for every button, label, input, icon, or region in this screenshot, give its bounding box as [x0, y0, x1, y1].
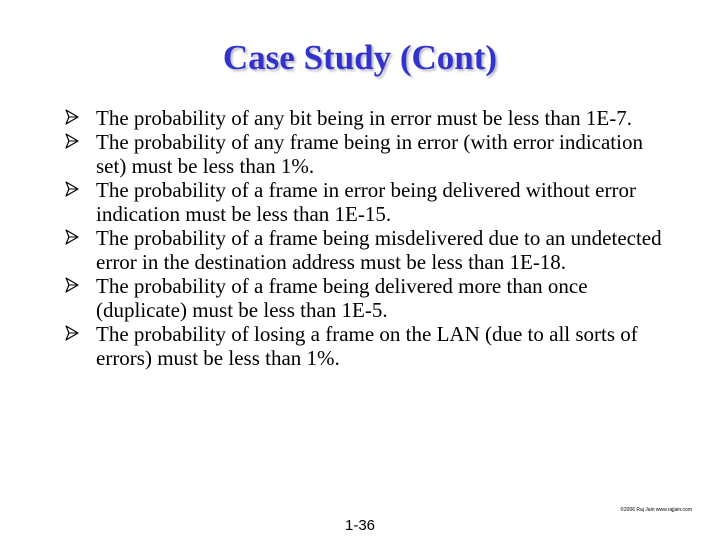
page-number: 1-36: [344, 517, 376, 534]
bullet-item: [0, 130, 676, 178]
bullet-text: The probability of a frame being delivered more than once (duplicate) must be less than 1E-5.: [96, 274, 588, 322]
bullet-item: [0, 274, 676, 322]
arrowhead-bullet-icon: [65, 181, 79, 197]
arrowhead-bullet-icon: [65, 133, 79, 149]
arrowhead-bullet-icon: [65, 277, 79, 293]
bullet-text: The probability of losing a frame on the LAN (due to all sorts of errors) must be less than 1%.: [96, 322, 638, 370]
copyright-notice: ©2006 Raj Jain www.rajjain.com: [620, 507, 692, 513]
arrowhead-bullet-icon: [65, 325, 79, 341]
bullet-list: [0, 106, 720, 370]
bullet-item: [0, 178, 676, 226]
arrowhead-bullet-icon: [65, 109, 79, 125]
bullet-text: The probability of any frame being in error (with error indication set) must be less than 1%.: [96, 130, 643, 178]
bullet-text: The probability of a frame in error being delivered without error indication must be less than 1E-15.: [96, 178, 636, 226]
arrowhead-bullet-icon: [65, 229, 79, 245]
bullet-text: The probability of any bit being in error must be less than 1E-7.: [96, 106, 632, 130]
bullet-item: [0, 106, 676, 130]
bullet-text: The probability of a frame being misdelivered due to an undetected error in the destination address must be less than 1E-18.: [96, 226, 662, 274]
bullet-item: [0, 226, 676, 274]
slide-title: Case Study (Cont): [222, 38, 498, 77]
bullet-item: [0, 322, 676, 370]
